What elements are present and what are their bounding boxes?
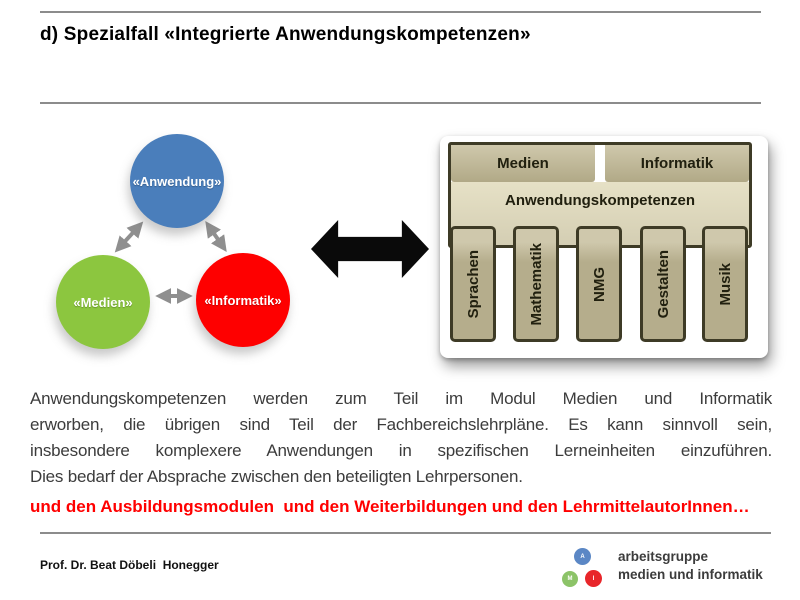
- page-title: d) Spezialfall «Integrierte Anwendungskompetenzen»: [40, 24, 531, 45]
- logo-circle-i-icon: [585, 570, 602, 587]
- body-paragraph: [30, 386, 772, 490]
- body-line: insbesondere komplexere Anwendungen in spezifischen Lerneinheiten einzuführen.: [30, 441, 772, 460]
- highlight-red-line: und den Ausbildungsmodulen und den Weiterbildungen und den LehrmittelautorInnen…: [30, 497, 750, 516]
- logo-circle-a-letter: A: [580, 553, 585, 560]
- circle-anwendung-label: «Anwendung»: [132, 173, 222, 189]
- logo-circle-a-icon: [574, 548, 591, 565]
- author-credit: Prof. Dr. Beat Döbeli Honegger: [40, 558, 219, 572]
- logo-line1: arbeitsgruppe: [618, 549, 709, 564]
- double-arrow-icon: [311, 220, 429, 278]
- circle-medien-label: «Medien»: [73, 294, 133, 310]
- subject-column-musik: [702, 226, 748, 342]
- circle-anwendung: [130, 134, 224, 228]
- logo-circle-i-letter: I: [592, 575, 595, 582]
- logo-circle-m-letter: M: [567, 576, 573, 582]
- body-line: erworben, die übrigen sind Teil der Fachbereichslehrpläne. Es kann sinnvoll sein,: [30, 415, 772, 434]
- subject-column-label: NMG: [590, 266, 608, 302]
- panel-header-informatik: Informatik: [605, 145, 749, 182]
- subject-column-nmg: [576, 226, 622, 342]
- divider-under-title: [40, 102, 761, 104]
- subject-column-label: Gestalten: [654, 249, 672, 319]
- subject-column-sprachen: [450, 226, 496, 342]
- subject-column-gestalten: [640, 226, 686, 342]
- panel-header-medien: Medien: [451, 145, 595, 182]
- subject-column-label: Musik: [716, 262, 734, 306]
- circle-medien: [56, 255, 150, 349]
- logo-circle-m-icon: [562, 571, 578, 587]
- arrow-anwendung-informatik: [208, 225, 224, 248]
- arrow-anwendung-medien: [118, 225, 140, 249]
- body-line: Dies bedarf der Absprache zwischen den beteiligten Lehrpersonen.: [30, 467, 523, 486]
- divider-top: [40, 11, 761, 13]
- logo-line2: medien und informatik: [618, 567, 763, 582]
- circle-informatik-label: «Informatik»: [204, 292, 282, 308]
- panel-header-row: [451, 145, 749, 182]
- subject-column-label: Sprachen: [464, 249, 482, 319]
- subject-column-mathematik: [513, 226, 559, 342]
- divider-bottom: [40, 532, 771, 534]
- circle-informatik: [196, 253, 290, 347]
- body-line: Anwendungskompetenzen werden zum Teil im Modul Medien und Informatik: [30, 389, 772, 408]
- logo-wordmark: [618, 548, 763, 584]
- panel-band-anwendungskompetenzen: Anwendungskompetenzen: [451, 182, 749, 245]
- subject-column-label: Mathematik: [527, 242, 545, 326]
- curriculum-card: [440, 136, 768, 358]
